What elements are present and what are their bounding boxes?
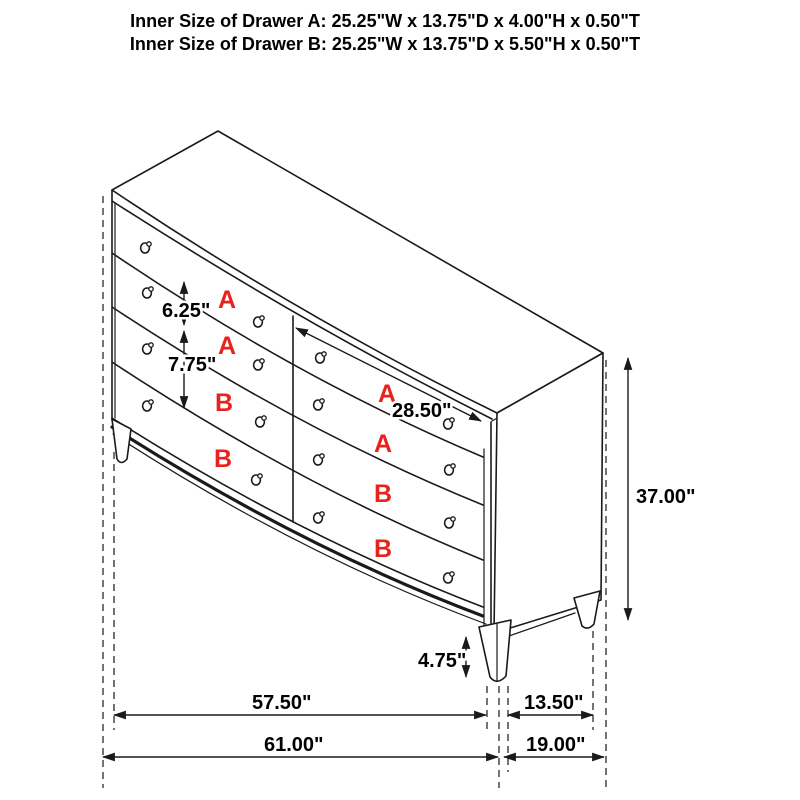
knob bbox=[445, 464, 456, 475]
title-line-drawer-a: Inner Size of Drawer A: 25.25"W x 13.75"D x 4.00"H x 0.50"T bbox=[130, 11, 640, 31]
knob bbox=[316, 352, 327, 363]
knob bbox=[143, 343, 154, 354]
bottom-rail-molding bbox=[112, 427, 483, 616]
drawer-divider-curve-4 bbox=[112, 418, 483, 607]
dim-label-leg-height: 4.75" bbox=[418, 650, 467, 672]
drawer-label-left-1: A bbox=[217, 286, 237, 314]
dim-label-leg-span-depth: 13.50" bbox=[524, 692, 584, 714]
dim-label-overall-depth: 19.00" bbox=[526, 734, 586, 756]
knob bbox=[254, 359, 265, 370]
dim-label-top-diagonal: 28.50" bbox=[392, 400, 452, 422]
front-right-leg bbox=[479, 620, 511, 681]
drawer-label-right-3: B bbox=[373, 480, 393, 508]
drawer-label-left-3: B bbox=[214, 389, 234, 417]
drawer-label-right-4: B bbox=[373, 535, 393, 563]
knob bbox=[314, 399, 325, 410]
dim-label-drawer-b-height: 7.75" bbox=[168, 354, 217, 376]
knob bbox=[444, 572, 455, 583]
dim-label-drawer-a-height: 6.25" bbox=[162, 300, 211, 322]
dim-label-leg-span-width: 57.50" bbox=[252, 692, 312, 714]
knob bbox=[141, 242, 152, 253]
knob bbox=[314, 454, 325, 465]
knob bbox=[445, 517, 456, 528]
dresser-body bbox=[112, 131, 603, 681]
title-line-drawer-b: Inner Size of Drawer B: 25.25"W x 13.75"D x 5.50"H x 0.50"T bbox=[129, 34, 641, 54]
knob bbox=[143, 400, 154, 411]
drawer-label-left-2: A bbox=[217, 332, 237, 360]
drawer-label-left-4: B bbox=[213, 445, 233, 473]
knob bbox=[252, 474, 263, 485]
dim-label-total-height: 37.00" bbox=[636, 486, 696, 508]
knob bbox=[256, 416, 267, 427]
knob bbox=[254, 316, 265, 327]
drawer-label-right-1: A bbox=[377, 380, 397, 408]
knob bbox=[143, 287, 154, 298]
front-left-leg bbox=[112, 419, 131, 463]
back-right-leg bbox=[574, 591, 600, 628]
knob bbox=[314, 512, 325, 523]
dim-label-overall-width: 61.00" bbox=[264, 734, 324, 756]
drawer-label-right-2: A bbox=[373, 430, 393, 458]
